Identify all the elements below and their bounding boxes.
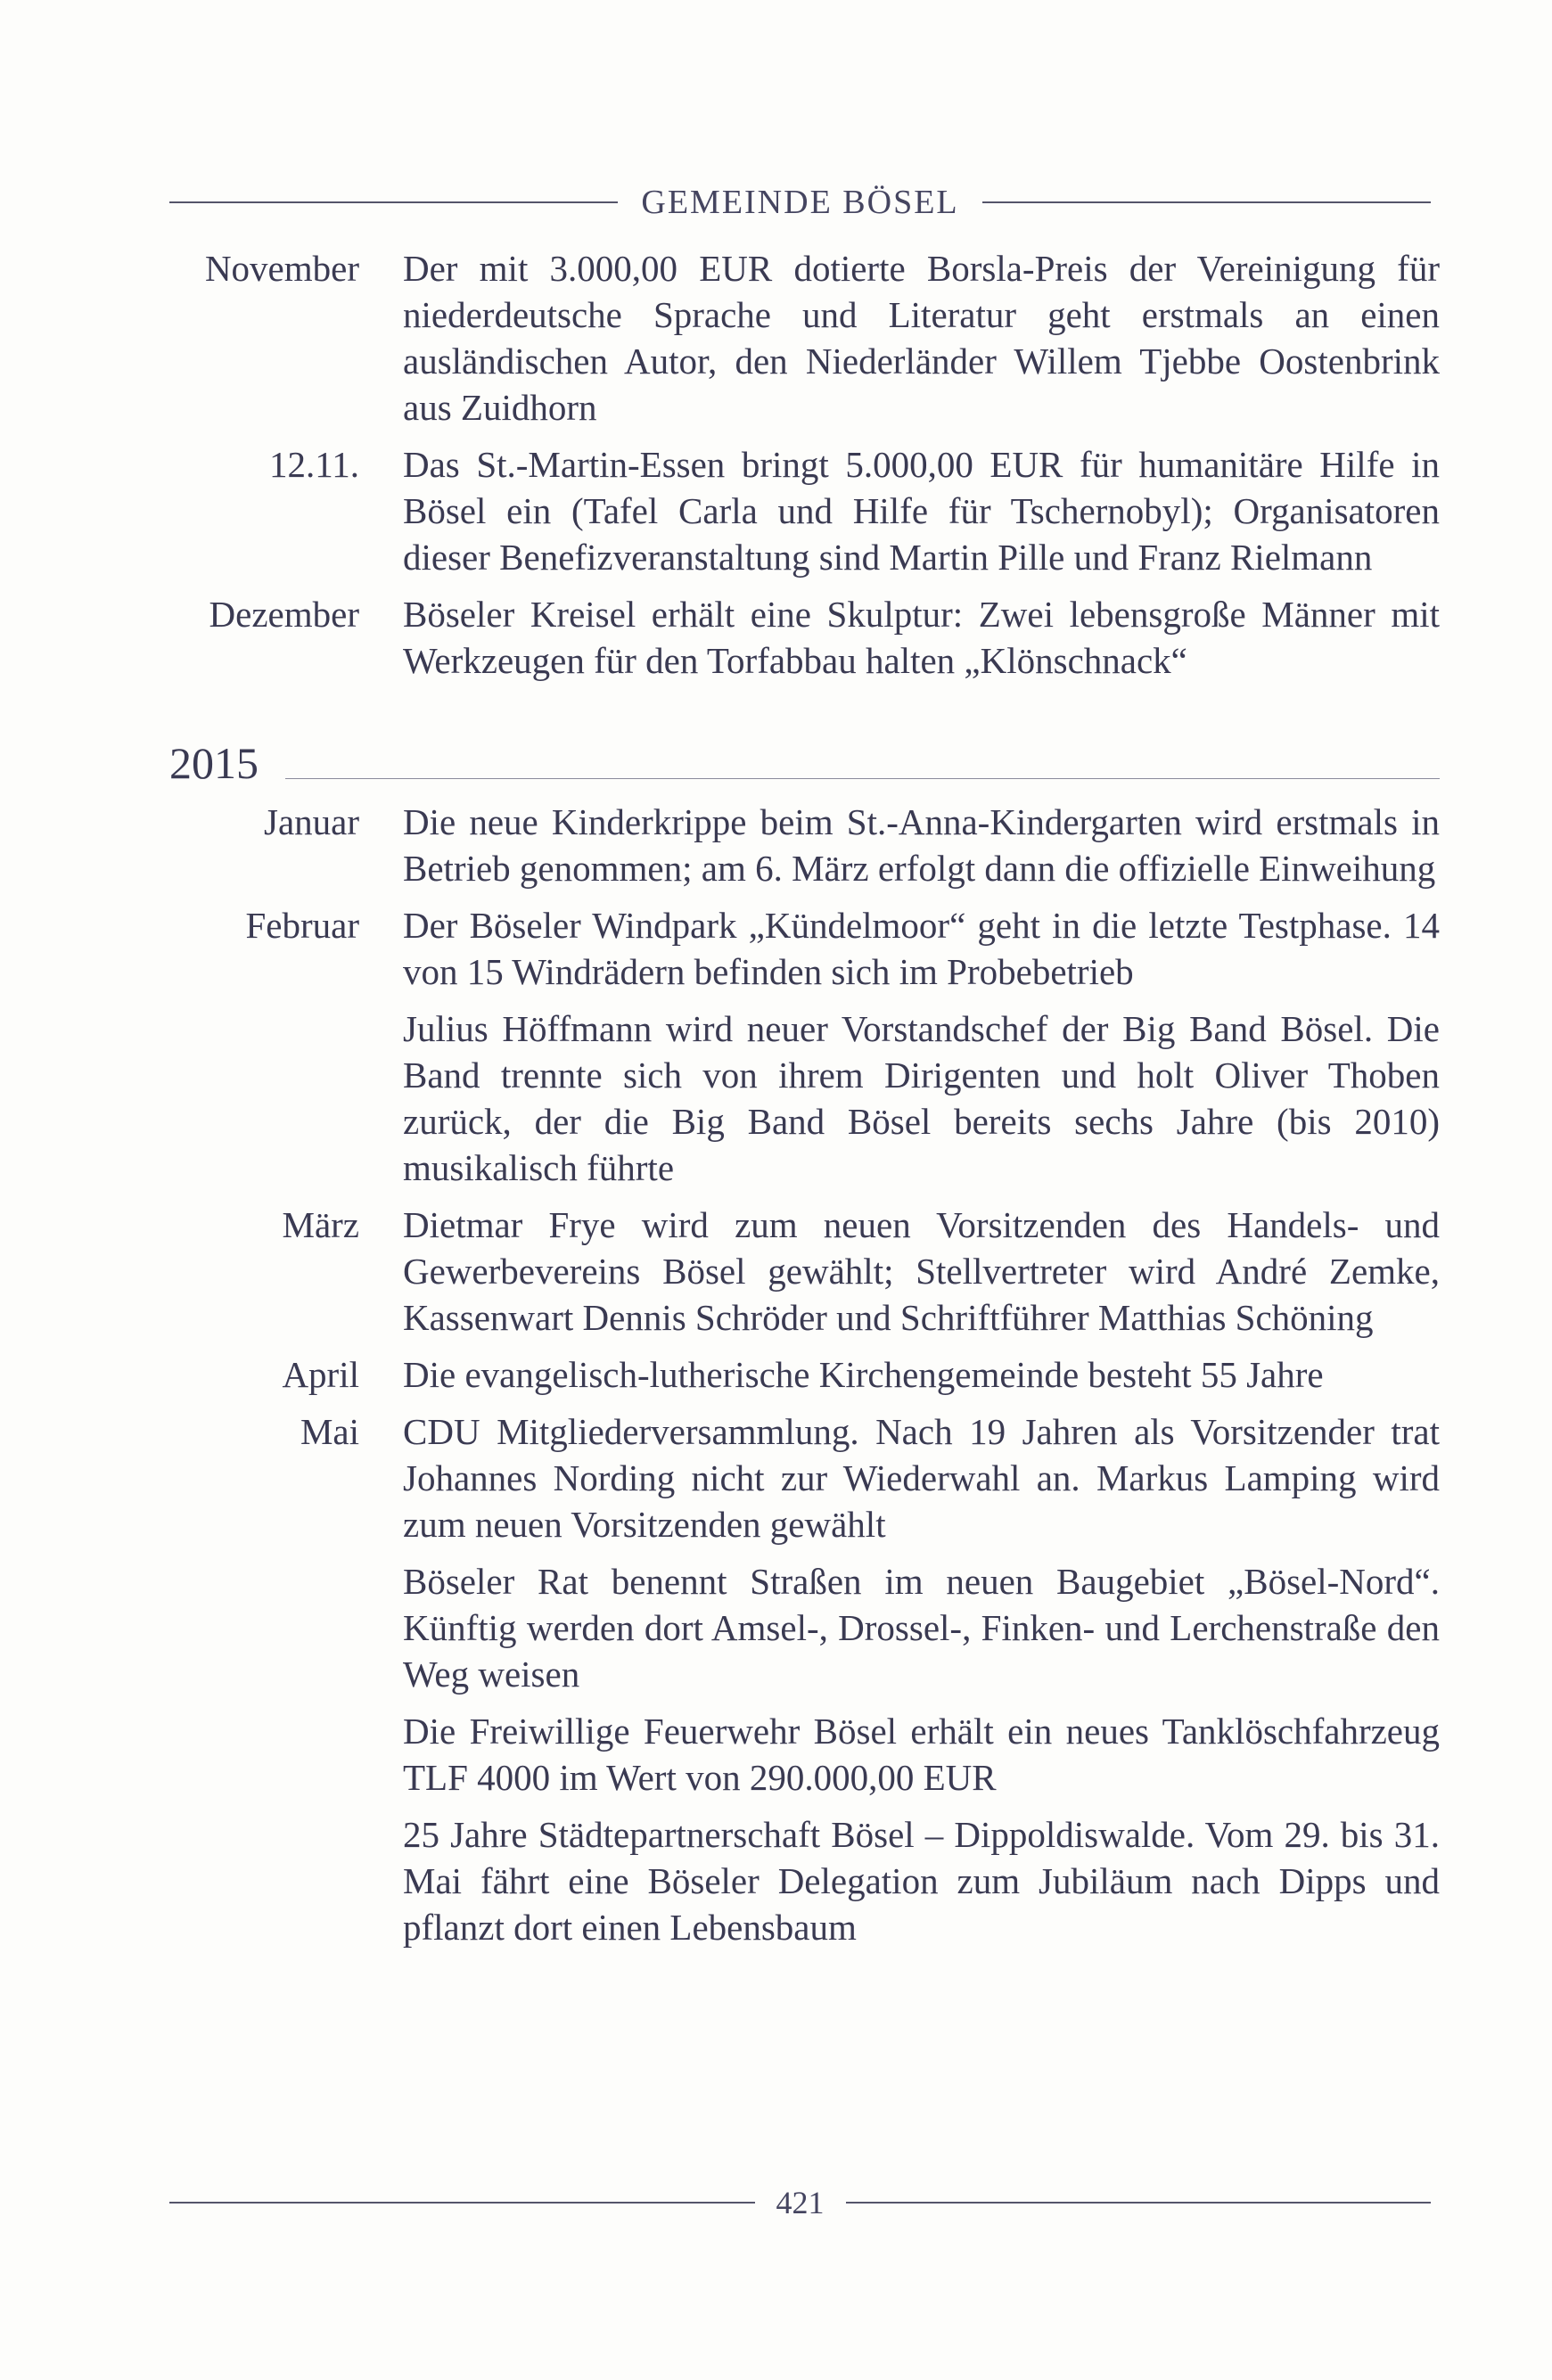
year-label: 2015	[169, 738, 259, 788]
entry-text: 25 Jahre Städtepartnerschaft Bösel – Dippoldiswalde. Vom 29. bis 31. Mai fährt eine Böseler Delegation zum Jubiläum nach Dipps und pflanzt dort einen Lebensbaum	[403, 1814, 1440, 1948]
entry-date: Dezember	[209, 594, 359, 635]
entry-text: Julius Höffmann wird neuer Vorstandschef der Big Band Bösel. Die Band trennte sich von ihrem Dirigenten und holt Oliver Thoben zurück, der die Big Band Bösel bereits sechs Jahre (bis 2010) musikalisch führte	[403, 1008, 1440, 1188]
entry-text: Der mit 3.000,00 EUR dotierte Borsla-Preis der Vereinigung für niederdeutsche Sprache und Literatur geht erstmals an einen ausländischen Autor, den Niederländer Willem Tjebbe Oostenbrink aus Zuidhorn	[403, 248, 1440, 428]
entry	[134, 1408, 1440, 1547]
entry-text: Böseler Kreisel erhält eine Skulptur: Zwei lebensgroße Männer mit Werkzeugen für den Torfabbau halten „Klönschnack“	[403, 594, 1440, 681]
entry-text: Die neue Kinderkrippe beim St.-Anna-Kindergarten wird erstmals in Betrieb genommen; am 6. März erfolgt dann die offizielle Einweihung	[403, 801, 1440, 889]
entry-text: Der Böseler Windpark „Kündelmoor“ geht in die letzte Testphase. 14 von 15 Windrädern befinden sich im Probebetrieb	[403, 905, 1440, 992]
entry-date: 12.11.	[269, 444, 359, 485]
chronicle-content	[134, 245, 1440, 1950]
entry-text: Böseler Rat benennt Straßen im neuen Baugebiet „Bösel-Nord“. Künftig werden dort Amsel-, Drossel-, Finken- und Lerchenstraße den Weg weisen	[403, 1561, 1440, 1695]
year-rule	[285, 778, 1440, 779]
entry-date: Mai	[300, 1411, 359, 1452]
entry	[134, 1351, 1440, 1398]
entry	[134, 441, 1440, 580]
entry	[134, 1708, 1440, 1801]
entry	[134, 591, 1440, 684]
header-title: GEMEINDE BÖSEL	[641, 184, 959, 221]
section-2014-continued	[134, 245, 1440, 684]
page-number: 421	[776, 2185, 825, 2220]
entry-date: Januar	[263, 801, 359, 842]
entry	[134, 1202, 1440, 1341]
header-rule-left	[169, 201, 618, 203]
year-heading	[169, 733, 1440, 790]
entry	[134, 1811, 1440, 1950]
entry-text: CDU Mitgliederversammlung. Nach 19 Jahren als Vorsitzender trat Johannes Nording nicht zur Wiederwahl an. Markus Lamping wird zum neuen Vorsitzenden gewählt	[403, 1411, 1440, 1545]
entry	[134, 1558, 1440, 1697]
entry-text: Die evangelisch-lutherische Kirchengemeinde besteht 55 Jahre	[403, 1354, 1324, 1395]
entry-text: Die Freiwillige Feuerwehr Bösel erhält ein neues Tanklöschfahrzeug TLF 4000 im Wert von 290.000,00 EUR	[403, 1711, 1440, 1798]
footer-rule-right	[846, 2202, 1432, 2204]
footer-rule-left	[169, 2202, 755, 2204]
entry	[134, 799, 1440, 891]
entry-date: November	[204, 248, 359, 289]
entry	[134, 1005, 1440, 1191]
entry-date: März	[282, 1204, 359, 1245]
entry-text: Das St.-Martin-Essen bringt 5.000,00 EUR für humanitäre Hilfe in Bösel ein (Tafel Carla und Hilfe für Tschernobyl); Organisatoren dieser Benefizveranstaltung sind Martin Pille und Franz Rielmann	[403, 444, 1440, 578]
entry	[134, 902, 1440, 995]
entry-date: Februar	[245, 905, 359, 946]
entry	[134, 245, 1440, 431]
page-footer	[169, 2184, 1431, 2221]
header-rule-right	[982, 201, 1431, 203]
entry-text: Dietmar Frye wird zum neuen Vorsitzenden des Handels- und Gewerbevereins Bösel gewählt; Stellvertreter wird André Zemke, Kassenwart Dennis Schröder und Schriftführer Matthias Schöning	[403, 1204, 1440, 1338]
entry-date: April	[282, 1354, 359, 1395]
running-header	[169, 183, 1431, 222]
section-2015	[134, 799, 1440, 1950]
